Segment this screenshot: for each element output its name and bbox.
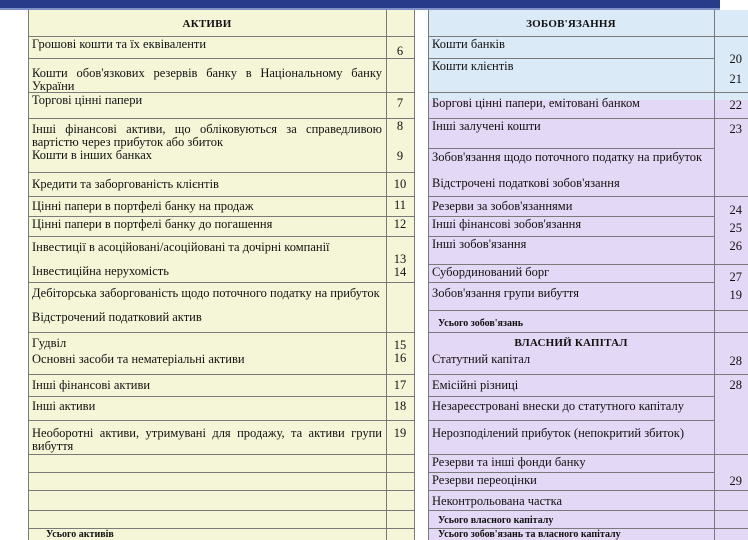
asset-row: Інші активи — [28, 396, 386, 420]
equity-note-number-empty — [714, 490, 748, 510]
asset-note-number-empty — [386, 510, 414, 528]
liability-note-number-a: 20 — [729, 52, 742, 66]
asset-note-number-b: 14 — [393, 265, 407, 279]
liability-note-number-a: 24 — [729, 203, 742, 217]
asset-note-number: 17 — [386, 374, 414, 396]
asset-note-number: 6 — [386, 36, 414, 58]
asset-note-number-empty — [386, 528, 414, 540]
asset-note-number — [386, 332, 414, 374]
asset-row: Інші фінансові активи — [28, 374, 386, 396]
liability-note-number-c: 26 — [729, 239, 742, 253]
asset-note-number: 12 — [386, 216, 414, 236]
asset-note-number-b: 16 — [393, 351, 407, 365]
equity-note-number: 28 — [714, 332, 748, 374]
liability-row: Інші залучені кошти — [428, 118, 714, 148]
asset-empty-row — [28, 510, 386, 528]
liability-note-number — [714, 36, 748, 92]
asset-row: Цінні папери в портфелі банку на продаж — [28, 196, 386, 216]
asset-note-number: 9 — [396, 149, 404, 163]
liability-row: Зобов'язання групи вибуття — [428, 282, 714, 310]
asset-note-number: 11 — [386, 196, 414, 216]
asset-note-number: 10 — [386, 172, 414, 196]
liability-note-number-b: 25 — [729, 221, 742, 235]
liability-row: Кошти банків — [428, 36, 714, 58]
liability-note-number — [714, 196, 748, 264]
asset-note-number: 19 — [386, 420, 414, 454]
equity-row: Нерозподілений прибуток (непокритий збиток) — [428, 420, 714, 454]
equity-row: Емісійні різниці — [428, 374, 714, 396]
assets-header: АКТИВИ — [182, 18, 232, 30]
equity-row: Статутний капітал — [432, 352, 531, 366]
liability-row: Резерви за зобов'язаннями — [428, 196, 714, 216]
asset-row: Необоротні активи, утримувані для продажу, та активи групи вибуття — [28, 420, 386, 454]
liability-note-number — [714, 264, 748, 310]
total-equity: Усього власного капіталу — [428, 510, 714, 528]
asset-row: Кредити та заборгованість клієнтів — [28, 172, 386, 196]
asset-note-number-empty — [386, 58, 414, 92]
asset-note-number-empty — [386, 282, 414, 332]
equity-row: Неконтрольована частка — [428, 490, 714, 510]
equity-note-number: 28 — [714, 374, 748, 454]
grid-line — [414, 10, 415, 540]
total-assets: Усього активів — [28, 528, 386, 540]
equity-note-number-empty — [714, 528, 748, 540]
asset-row: Цінні папери в портфелі банку до погашення — [28, 216, 386, 236]
liability-row: Відстрочені податкові зобов'язання — [432, 176, 620, 190]
liability-row: Субординований борг — [428, 264, 714, 282]
liability-note-number-empty — [714, 310, 748, 332]
asset-note-number-a: 15 — [393, 338, 407, 352]
top-decor-bar — [0, 0, 720, 8]
equity-note-number-empty — [714, 510, 748, 528]
asset-row: Гудвіл — [32, 336, 67, 350]
asset-row: Основні засоби та нематеріальні активи — [32, 352, 245, 366]
asset-row: Грошові кошти та їх еквіваленти — [28, 36, 386, 58]
liability-note-number-a: 27 — [729, 270, 742, 284]
liabilities-header: ЗОБОВ'ЯЗАННЯ — [526, 18, 616, 30]
asset-empty-row — [28, 472, 386, 490]
asset-row: Кошти в інших банках — [32, 148, 153, 162]
liability-row: Інші фінансові зобов'язання — [428, 216, 714, 236]
asset-note-number-empty — [386, 472, 414, 490]
asset-row: Кошти обов'язкових резервів банку в Національному банку України — [28, 58, 386, 92]
asset-empty-row — [28, 490, 386, 510]
asset-note-number-a: 13 — [393, 252, 407, 266]
asset-note-number: 8 — [386, 118, 414, 148]
asset-note-number — [386, 236, 414, 282]
liability-note-number-b: 19 — [729, 288, 742, 302]
asset-row: Торгові цінні папери — [28, 92, 386, 118]
liability-note-number-b: 21 — [729, 72, 742, 86]
column-gap — [414, 10, 428, 540]
asset-row: Відстрочений податковий актив — [32, 310, 202, 324]
total-liabilities-and-equity: Усього зобов'язань та власного капіталу — [428, 528, 714, 540]
liability-row: Зобов'язання щодо поточного податку на прибуток — [428, 148, 714, 172]
liability-row: Інші зобов'язання — [428, 236, 714, 264]
asset-row: Інші фінансові активи, що обліковуються за справедливою вартістю через прибуток або збиток — [28, 118, 386, 148]
asset-row: Інвестиційна нерухомість — [32, 264, 169, 278]
asset-note-number-empty — [386, 454, 414, 472]
asset-note-number: 18 — [386, 396, 414, 420]
liability-row: Кошти клієнтів — [428, 58, 714, 92]
asset-empty-row — [28, 454, 386, 472]
equity-row: Незареєстровані внески до статутного капіталу — [428, 396, 714, 420]
asset-note-number-empty — [386, 490, 414, 510]
asset-row: Дебіторська заборгованість щодо поточного податку на прибуток — [28, 282, 386, 310]
liability-note-number: 23 — [714, 118, 748, 196]
equity-row: Резерви та інші фонди банку — [428, 454, 714, 472]
total-liabilities: Усього зобов'язань — [428, 310, 714, 332]
equity-row: Резерви переоцінки — [428, 472, 714, 490]
equity-header: ВЛАСНИЙ КАПІТАЛ — [428, 332, 714, 352]
asset-note-number: 7 — [386, 92, 414, 118]
balance-sheet-table — [28, 10, 742, 540]
equity-note-number: 29 — [714, 454, 748, 490]
liability-row: Боргові цінні папери, емітовані банком — [428, 92, 714, 118]
liability-note-number: 22 — [714, 92, 748, 118]
asset-row: Інвестиції в асоційовані/асоційовані та дочірні компанії — [28, 236, 386, 264]
